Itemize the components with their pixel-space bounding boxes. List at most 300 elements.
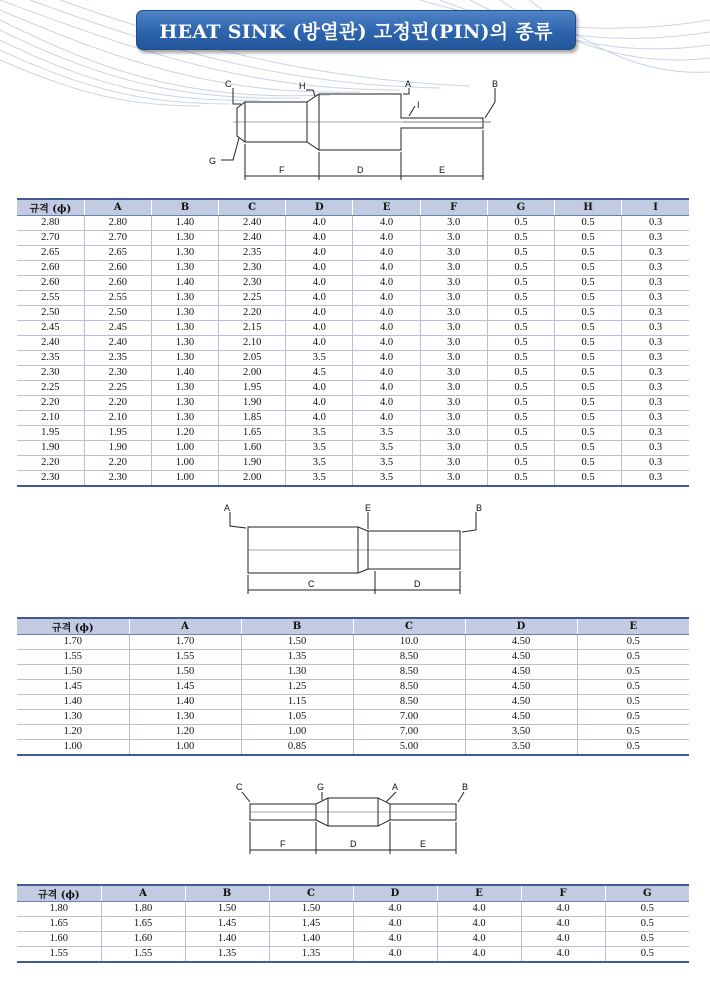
table-cell: 2.10 <box>17 411 84 426</box>
table-row <box>17 351 689 366</box>
table-cell: 3.0 <box>420 351 487 366</box>
table-cell: 4.50 <box>465 710 577 725</box>
table-cell: 10.0 <box>353 635 465 650</box>
table-cell: 4.0 <box>286 396 353 411</box>
table-cell: 1.45 <box>185 917 269 932</box>
table-cell: 1.30 <box>129 710 241 725</box>
label-b: B <box>462 782 469 792</box>
table-row <box>17 635 689 650</box>
label-d: D <box>414 579 421 589</box>
table-cell: 1.00 <box>151 456 218 471</box>
table-cell: 1.00 <box>129 740 241 756</box>
table-cell: 0.5 <box>555 336 622 351</box>
table-cell: 0.5 <box>577 680 689 695</box>
table-cell: 7.00 <box>353 725 465 740</box>
table-cell: 2.40 <box>219 231 286 246</box>
col-header: H <box>555 199 622 216</box>
table-cell: 1.00 <box>17 740 129 756</box>
table-cell: 4.50 <box>465 665 577 680</box>
table-cell: 0.5 <box>487 471 554 487</box>
table-cell: 1.70 <box>129 635 241 650</box>
table-cell: 4.0 <box>286 306 353 321</box>
table-cell: 0.5 <box>555 441 622 456</box>
table-cell: 0.3 <box>622 351 689 366</box>
table-cell: 1.05 <box>241 710 353 725</box>
table-cell: 0.5 <box>487 291 554 306</box>
table-row <box>17 276 689 291</box>
table-cell: 4.0 <box>286 231 353 246</box>
table-cell: 3.5 <box>353 426 420 441</box>
table-cell: 0.3 <box>622 231 689 246</box>
table-cell: 2.80 <box>84 216 151 231</box>
table-cell: 3.5 <box>286 351 353 366</box>
table-cell: 1.85 <box>219 411 286 426</box>
table-cell: 1.90 <box>219 456 286 471</box>
table-cell: 3.0 <box>420 261 487 276</box>
table-cell: 4.0 <box>521 947 605 963</box>
table-cell: 2.30 <box>84 366 151 381</box>
table-cell: 3.0 <box>420 321 487 336</box>
spec-table-1 <box>17 198 689 487</box>
label-e: E <box>365 503 372 513</box>
table-cell: 2.40 <box>17 336 84 351</box>
table-cell: 1.15 <box>241 695 353 710</box>
table-cell: 4.0 <box>353 291 420 306</box>
col-header: 규격 (ϕ) <box>17 885 101 902</box>
table-cell: 0.5 <box>605 947 689 963</box>
table-cell: 0.5 <box>577 635 689 650</box>
table-cell: 2.35 <box>219 246 286 261</box>
table-cell: 1.30 <box>151 351 218 366</box>
table-cell: 8.50 <box>353 680 465 695</box>
table-cell: 0.5 <box>487 216 554 231</box>
table-header-row <box>17 618 689 635</box>
table-cell: 3.0 <box>420 291 487 306</box>
table-cell: 0.5 <box>555 321 622 336</box>
table-cell: 0.5 <box>577 695 689 710</box>
table-cell: 1.30 <box>151 231 218 246</box>
table-cell: 3.0 <box>420 306 487 321</box>
pin-diagram-2 <box>220 500 490 596</box>
table-cell: 0.3 <box>622 261 689 276</box>
table-cell: 7.00 <box>353 710 465 725</box>
table-cell: 1.65 <box>17 917 101 932</box>
table-cell: 1.45 <box>17 680 129 695</box>
table-cell: 4.0 <box>286 381 353 396</box>
table-cell: 4.0 <box>521 932 605 947</box>
table-cell: 2.25 <box>84 381 151 396</box>
table-cell: 1.50 <box>185 902 269 917</box>
table-cell: 2.45 <box>17 321 84 336</box>
table-cell: 4.0 <box>521 902 605 917</box>
table-row <box>17 740 689 756</box>
table-cell: 0.5 <box>577 725 689 740</box>
table-cell: 2.20 <box>84 396 151 411</box>
table-cell: 1.30 <box>151 261 218 276</box>
table-cell: 2.20 <box>219 306 286 321</box>
table-cell: 0.5 <box>487 231 554 246</box>
table-cell: 0.5 <box>577 665 689 680</box>
table-header-row <box>17 885 689 902</box>
col-header: 규격 (ϕ) <box>17 618 129 635</box>
col-header: A <box>129 618 241 635</box>
table-cell: 1.20 <box>129 725 241 740</box>
table-cell: 0.5 <box>487 336 554 351</box>
table-cell: 1.00 <box>151 441 218 456</box>
label-g: G <box>317 782 325 792</box>
table-cell: 0.5 <box>487 411 554 426</box>
col-header: D <box>286 199 353 216</box>
table-row <box>17 710 689 725</box>
table-row <box>17 231 689 246</box>
table-cell: 2.55 <box>84 291 151 306</box>
table-cell: 1.90 <box>219 396 286 411</box>
label-i: I <box>417 100 420 110</box>
table-cell: 2.60 <box>84 261 151 276</box>
table-cell: 4.0 <box>353 947 437 963</box>
table-cell: 0.5 <box>487 351 554 366</box>
table-cell: 0.5 <box>605 917 689 932</box>
table-row <box>17 246 689 261</box>
table-cell: 1.30 <box>151 246 218 261</box>
table-cell: 3.0 <box>420 231 487 246</box>
table-row <box>17 321 689 336</box>
table-cell: 2.35 <box>17 351 84 366</box>
table-cell: 1.25 <box>241 680 353 695</box>
table-cell: 1.20 <box>151 426 218 441</box>
table-cell: 0.5 <box>555 456 622 471</box>
table-cell: 3.5 <box>286 456 353 471</box>
pin-diagram-3 <box>230 778 480 858</box>
table-cell: 3.0 <box>420 216 487 231</box>
table-cell: 0.5 <box>555 276 622 291</box>
table-row <box>17 261 689 276</box>
table-cell: 1.55 <box>17 650 129 665</box>
table-cell: 4.0 <box>353 902 437 917</box>
table-cell: 1.30 <box>17 710 129 725</box>
table-cell: 1.65 <box>101 917 185 932</box>
col-header: E <box>577 618 689 635</box>
table-cell: 4.0 <box>353 246 420 261</box>
spec-table-2 <box>17 617 689 756</box>
table-cell: 8.50 <box>353 665 465 680</box>
table-cell: 4.0 <box>353 276 420 291</box>
table-cell: 0.3 <box>622 441 689 456</box>
table-row <box>17 426 689 441</box>
table-cell: 4.0 <box>353 216 420 231</box>
table-row <box>17 695 689 710</box>
table-cell: 4.0 <box>437 902 521 917</box>
col-header: D <box>353 885 437 902</box>
table-cell: 2.35 <box>84 351 151 366</box>
label-f: F <box>279 165 285 175</box>
table-cell: 0.5 <box>555 351 622 366</box>
table-cell: 0.5 <box>487 381 554 396</box>
table-cell: 2.40 <box>84 336 151 351</box>
label-d: D <box>357 165 364 175</box>
table-cell: 2.30 <box>17 471 84 487</box>
table-cell: 3.0 <box>420 411 487 426</box>
table-cell: 2.60 <box>17 261 84 276</box>
table-cell: 4.50 <box>465 635 577 650</box>
table-cell: 1.55 <box>101 947 185 963</box>
table-cell: 0.5 <box>605 932 689 947</box>
table-cell: 3.0 <box>420 441 487 456</box>
col-header: E <box>353 199 420 216</box>
table-row <box>17 456 689 471</box>
label-a: A <box>405 79 412 89</box>
table-cell: 1.40 <box>185 932 269 947</box>
table-cell: 2.20 <box>84 456 151 471</box>
table-cell: 0.5 <box>487 246 554 261</box>
table-cell: 3.5 <box>353 471 420 487</box>
table-row <box>17 306 689 321</box>
col-header: B <box>241 618 353 635</box>
table-cell: 0.5 <box>487 321 554 336</box>
table-cell: 0.5 <box>487 276 554 291</box>
table-cell: 2.25 <box>17 381 84 396</box>
table-row <box>17 291 689 306</box>
table-cell: 3.5 <box>286 426 353 441</box>
table-cell: 4.0 <box>353 396 420 411</box>
table-cell: 1.30 <box>151 411 218 426</box>
table-row <box>17 471 689 487</box>
table-cell: 0.5 <box>555 426 622 441</box>
table-cell: 0.3 <box>622 456 689 471</box>
table-cell: 0.5 <box>555 471 622 487</box>
table-cell: 0.3 <box>622 321 689 336</box>
table-cell: 4.0 <box>353 336 420 351</box>
col-header: F <box>420 199 487 216</box>
table-cell: 0.5 <box>487 426 554 441</box>
table-cell: 1.80 <box>101 902 185 917</box>
table-cell: 0.3 <box>622 396 689 411</box>
table-cell: 1.00 <box>151 471 218 487</box>
table-cell: 4.0 <box>353 231 420 246</box>
col-header: A <box>101 885 185 902</box>
col-header: G <box>487 199 554 216</box>
table-cell: 1.50 <box>241 635 353 650</box>
table-row <box>17 411 689 426</box>
label-b: B <box>476 503 483 513</box>
table-cell: 0.3 <box>622 426 689 441</box>
table-cell: 1.45 <box>129 680 241 695</box>
table-cell: 3.5 <box>286 441 353 456</box>
table-cell: 0.5 <box>555 216 622 231</box>
table-cell: 1.95 <box>219 381 286 396</box>
table-cell: 1.60 <box>101 932 185 947</box>
table-cell: 0.3 <box>622 276 689 291</box>
table-cell: 2.50 <box>17 306 84 321</box>
table-cell: 1.95 <box>84 426 151 441</box>
table-cell: 1.40 <box>151 216 218 231</box>
table-cell: 1.30 <box>241 665 353 680</box>
table-cell: 2.40 <box>219 216 286 231</box>
table-cell: 0.5 <box>555 231 622 246</box>
table-cell: 4.0 <box>437 917 521 932</box>
table-cell: 0.5 <box>487 396 554 411</box>
table-row <box>17 650 689 665</box>
col-header: D <box>465 618 577 635</box>
table-row <box>17 947 689 963</box>
table-cell: 3.0 <box>420 396 487 411</box>
table-cell: 1.70 <box>17 635 129 650</box>
table-cell: 0.5 <box>487 366 554 381</box>
table-cell: 3.50 <box>465 725 577 740</box>
table-cell: 1.30 <box>151 306 218 321</box>
col-header: C <box>219 199 286 216</box>
col-header: E <box>437 885 521 902</box>
table-cell: 2.10 <box>219 336 286 351</box>
label-a: A <box>392 782 399 792</box>
table-cell: 4.0 <box>437 947 521 963</box>
spec-table-3 <box>17 884 689 963</box>
table-header-row <box>17 199 689 216</box>
table-cell: 3.0 <box>420 426 487 441</box>
label-g: G <box>209 156 217 166</box>
table-cell: 3.0 <box>420 381 487 396</box>
table-cell: 1.55 <box>17 947 101 963</box>
table-cell: 0.3 <box>622 246 689 261</box>
table-cell: 4.0 <box>286 246 353 261</box>
table-cell: 4.0 <box>521 917 605 932</box>
table-cell: 0.5 <box>555 291 622 306</box>
table-cell: 2.30 <box>219 261 286 276</box>
table-cell: 0.5 <box>555 306 622 321</box>
table-cell: 0.3 <box>622 381 689 396</box>
table-cell: 3.0 <box>420 471 487 487</box>
table-cell: 4.0 <box>286 291 353 306</box>
label-d: D <box>350 839 357 849</box>
table-cell: 4.50 <box>465 695 577 710</box>
table-cell: 2.50 <box>84 306 151 321</box>
table-cell: 2.30 <box>84 471 151 487</box>
table-row <box>17 725 689 740</box>
label-f: F <box>280 839 286 849</box>
table-cell: 1.90 <box>84 441 151 456</box>
table-cell: 3.5 <box>353 441 420 456</box>
label-b: B <box>492 79 499 89</box>
table-cell: 2.80 <box>17 216 84 231</box>
table-cell: 3.0 <box>420 366 487 381</box>
table-cell: 0.3 <box>622 411 689 426</box>
table-cell: 0.5 <box>555 246 622 261</box>
table-cell: 0.85 <box>241 740 353 756</box>
table-row <box>17 902 689 917</box>
table-row <box>17 336 689 351</box>
table-cell: 2.25 <box>219 291 286 306</box>
table-cell: 1.50 <box>269 902 353 917</box>
table-row <box>17 917 689 932</box>
table-cell: 4.0 <box>286 276 353 291</box>
table-cell: 2.60 <box>84 276 151 291</box>
table-row <box>17 216 689 231</box>
table-cell: 4.0 <box>353 321 420 336</box>
table-cell: 0.5 <box>555 261 622 276</box>
table-cell: 1.30 <box>151 291 218 306</box>
table-cell: 1.40 <box>151 366 218 381</box>
table-cell: 1.80 <box>17 902 101 917</box>
table-cell: 3.0 <box>420 246 487 261</box>
table-cell: 0.3 <box>622 291 689 306</box>
table-cell: 0.5 <box>577 740 689 756</box>
table-cell: 3.0 <box>420 276 487 291</box>
table-cell: 2.15 <box>219 321 286 336</box>
table-cell: 2.30 <box>17 366 84 381</box>
table-cell: 4.0 <box>353 351 420 366</box>
table-cell: 0.5 <box>555 381 622 396</box>
table-cell: 2.05 <box>219 351 286 366</box>
table-cell: 2.30 <box>219 276 286 291</box>
table-cell: 0.5 <box>577 710 689 725</box>
col-header: B <box>151 199 218 216</box>
table-cell: 4.0 <box>437 932 521 947</box>
table-cell: 1.55 <box>129 650 241 665</box>
label-c: C <box>225 79 232 89</box>
table-cell: 1.40 <box>151 276 218 291</box>
table-cell: 1.30 <box>151 381 218 396</box>
table-cell: 2.00 <box>219 471 286 487</box>
table-cell: 1.65 <box>219 426 286 441</box>
table-cell: 4.0 <box>353 917 437 932</box>
pin-diagram-1 <box>195 72 505 184</box>
table-row <box>17 381 689 396</box>
table-row <box>17 396 689 411</box>
table-row <box>17 366 689 381</box>
label-e: E <box>420 839 427 849</box>
table-cell: 1.60 <box>219 441 286 456</box>
table-cell: 0.3 <box>622 336 689 351</box>
table-cell: 1.35 <box>269 947 353 963</box>
table-cell: 1.45 <box>269 917 353 932</box>
table-row <box>17 665 689 680</box>
table-cell: 1.50 <box>17 665 129 680</box>
label-a: A <box>224 503 231 513</box>
table-cell: 4.50 <box>465 650 577 665</box>
table-cell: 1.50 <box>129 665 241 680</box>
table-cell: 1.40 <box>129 695 241 710</box>
table-row <box>17 680 689 695</box>
col-header: B <box>185 885 269 902</box>
table-cell: 2.00 <box>219 366 286 381</box>
col-header: A <box>84 199 151 216</box>
table-cell: 2.45 <box>84 321 151 336</box>
table-cell: 1.30 <box>151 321 218 336</box>
table-cell: 0.5 <box>555 366 622 381</box>
label-c: C <box>308 579 315 589</box>
table-cell: 2.65 <box>17 246 84 261</box>
table-cell: 4.0 <box>353 366 420 381</box>
table-cell: 5.00 <box>353 740 465 756</box>
table-cell: 4.0 <box>286 321 353 336</box>
table-cell: 0.3 <box>622 471 689 487</box>
table-cell: 3.5 <box>353 456 420 471</box>
table-cell: 3.5 <box>286 471 353 487</box>
table-cell: 4.0 <box>353 306 420 321</box>
table-cell: 4.0 <box>286 336 353 351</box>
table-cell: 4.0 <box>353 381 420 396</box>
table-cell: 1.95 <box>17 426 84 441</box>
col-header: C <box>269 885 353 902</box>
table-cell: 4.0 <box>286 216 353 231</box>
col-header: F <box>521 885 605 902</box>
table-cell: 3.50 <box>465 740 577 756</box>
label-c: C <box>236 782 243 792</box>
table-cell: 3.0 <box>420 336 487 351</box>
table-cell: 8.50 <box>353 695 465 710</box>
table-cell: 2.10 <box>84 411 151 426</box>
table-cell: 1.60 <box>17 932 101 947</box>
